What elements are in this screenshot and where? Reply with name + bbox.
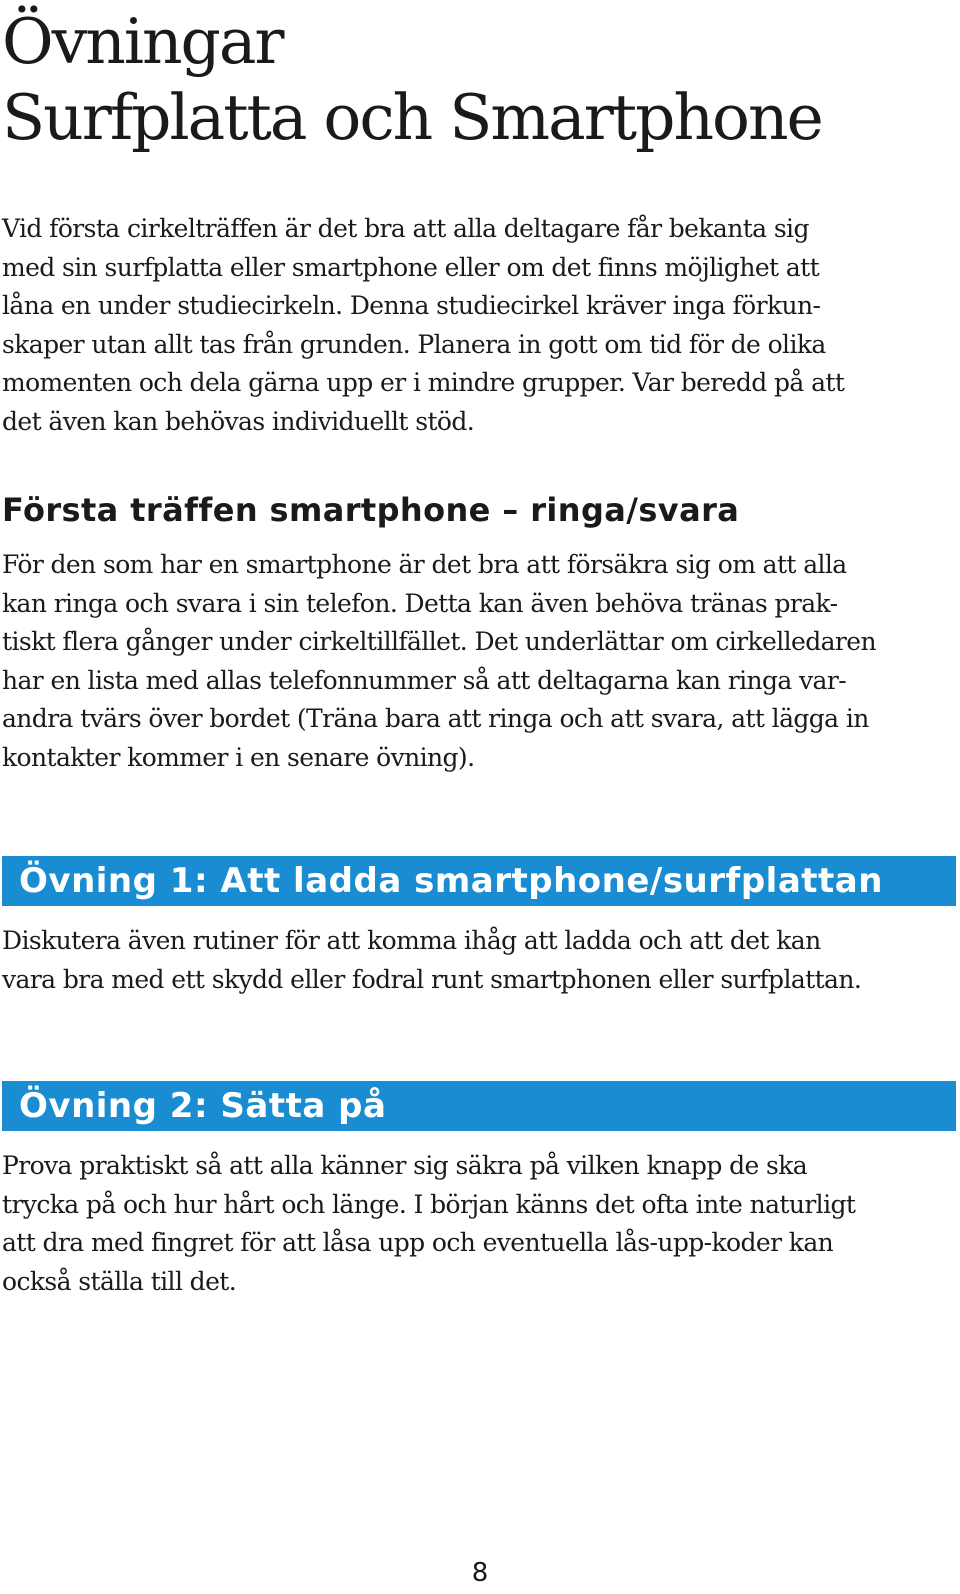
page-title-line-2: Surfplatta och Smartphone: [2, 81, 822, 154]
first-meeting-paragraph: [2, 546, 952, 777]
exercise-2-heading: Övning 2: Sätta på: [19, 1086, 387, 1126]
intro-line: momenten och dela gärna upp er i mindre grupper. Var beredd på att: [2, 368, 845, 397]
first-meeting-heading: Första träffen smartphone – ringa/svara: [2, 491, 740, 529]
page-title-line-1: Övningar: [2, 5, 283, 78]
exercise-1-heading: Övning 1: Att ladda smartphone/surfplattan: [19, 861, 883, 901]
intro-line: låna en under studiecirkeln. Denna studiecirkel kräver inga förkun-: [2, 291, 821, 320]
exercise-2-line: att dra med fingret för att låsa upp och eventuella lås-upp-koder kan: [2, 1228, 834, 1257]
intro-line: med sin surfplatta eller smartphone eller om det finns möjlighet att: [2, 252, 820, 282]
exercise-2-line: Prova praktiskt så att alla känner sig säkra på vilken knapp de ska: [2, 1151, 808, 1180]
exercise-1-line: vara bra med ett skydd eller fodral runt smartphonen eller surfplattan.: [2, 964, 862, 994]
exercise-1-banner: [2, 856, 956, 906]
exercise-2-line: också ställa till det.: [2, 1266, 237, 1296]
first-meeting-line: För den som har en smartphone är det bra att försäkra sig om att alla: [2, 550, 847, 579]
first-meeting-line: har en lista med allas telefonnummer så att deltagarna kan ringa var-: [2, 665, 847, 695]
first-meeting-line: andra tvärs över bordet (Träna bara att ringa och att svara, att lägga in: [2, 704, 869, 733]
first-meeting-line: kan ringa och svara i sin telefon. Detta kan även behöva tränas prak-: [2, 588, 838, 618]
exercise-1-paragraph: [2, 922, 952, 999]
exercise-2-paragraph: [2, 1147, 952, 1301]
first-meeting-line: tiskt flera gånger under cirkeltillfället. Det underlättar om cirkelledaren: [2, 627, 876, 656]
exercise-1-line: Diskutera även rutiner för att komma ihåg att ladda och att det kan: [2, 926, 821, 955]
intro-line: Vid första cirkelträffen är det bra att alla deltagare får bekanta sig: [2, 214, 809, 243]
exercise-2-banner: [2, 1081, 956, 1131]
intro-line: det även kan behövas individuellt stöd.: [2, 406, 475, 436]
page-number: 8: [471, 1558, 489, 1588]
page-title: [2, 4, 822, 156]
exercise-2-line: trycka på och hur hårt och länge. I början känns det ofta inte naturligt: [2, 1189, 856, 1219]
first-meeting-line: kontakter kommer i en senare övning).: [2, 742, 475, 772]
intro-line: skaper utan allt tas från grunden. Planera in gott om tid för de olika: [2, 329, 826, 359]
intro-paragraph: [2, 210, 952, 441]
